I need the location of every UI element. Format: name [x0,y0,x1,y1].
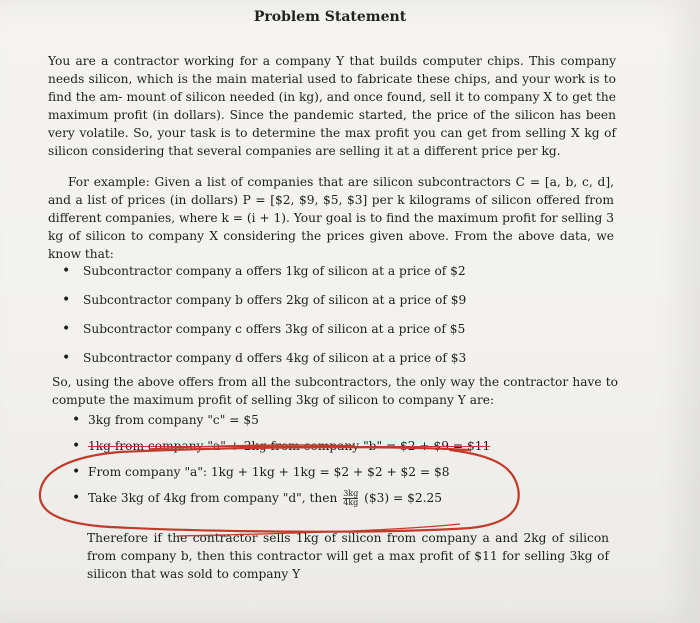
fraction-numerator: 3kg [343,489,359,498]
offer-text: Subcontractor company d offers 4kg of silicon at a price of $3 [83,351,467,365]
conclusion-paragraph: Therefore if the contractor sells 1kg of silicon from company a and 2kg of silicon from company b, then this contractor will get a max profit of $11 for selling 3kg of silicon that was sold to company Y [87,531,609,581]
intro-paragraph: You are a contractor working for a company Y that builds computer chips. This company needs silicon, which is the main material used to fabricate these chips, and your work is to find the am- mount of silicon needed (in kg), and once found, sell it to company X to get the maximum profit (in dollars). Since the pandemic started, the price of the silicon has been very volatile. So, your task is to determine the max profit you can get from selling X kg of silicon considering that several companies are selling it at a different price per kg. [48,54,616,158]
example-paragraph: For example: Given a list of companies that are silicon subcontractors C = [a, b, c, d], and a list of prices (in dollars) P = [$2, $9, $5, $3] per k kilograms of silicon offered from different companies, where k = (i + 1). Your goal is to find the maximum profit for selling 3 kg of silicon to company X considering the prices given above. From the above data, we know that: [48,175,614,261]
list-item [62,291,622,320]
offer-text: Subcontractor company a offers 1kg of silicon at a price of $2 [83,264,466,278]
offer-text: Subcontractor company c offers 3kg of silicon at a price of $5 [83,322,466,336]
way-text: 3kg from company "c" = $5 [88,413,259,427]
way-suffix: ($3) = $2.25 [364,491,443,505]
bullet-icon: • [72,438,81,454]
page-title: Problem Statement [253,9,407,25]
offers-list [62,262,622,378]
list-item [72,489,612,515]
ways-list [72,411,612,515]
bullet-icon: • [62,292,71,308]
fraction [343,490,358,507]
list-item [72,411,612,437]
way-text [88,489,442,507]
bullet-icon: • [62,263,71,279]
list-item [72,463,612,489]
bullet-icon: • [62,321,71,337]
ways-intro-paragraph: So, using the above offers from all the subcontractors, the only way the contractor have to compute the maximum profit of selling 3kg of silicon to company Y are: [52,375,618,407]
way-text-struck: 1kg from company "a" + 2kg from company "b" = $2 + $9 = $11 [88,439,491,453]
bullet-icon: • [62,350,71,366]
bullet-icon: • [72,412,81,428]
offer-text: Subcontractor company b offers 2kg of silicon at a price of $9 [83,293,467,307]
fraction-denominator: 4kg [343,498,359,507]
list-item [72,437,612,463]
list-item [62,262,622,291]
way-text: From company "a": 1kg + 1kg + 1kg = $2 + $2 + $2 = $8 [88,465,450,479]
way-prefix: Take 3kg of 4kg from company "d", then [88,491,338,505]
bullet-icon: • [72,464,81,480]
list-item [62,320,622,349]
bullet-icon: • [72,490,81,506]
